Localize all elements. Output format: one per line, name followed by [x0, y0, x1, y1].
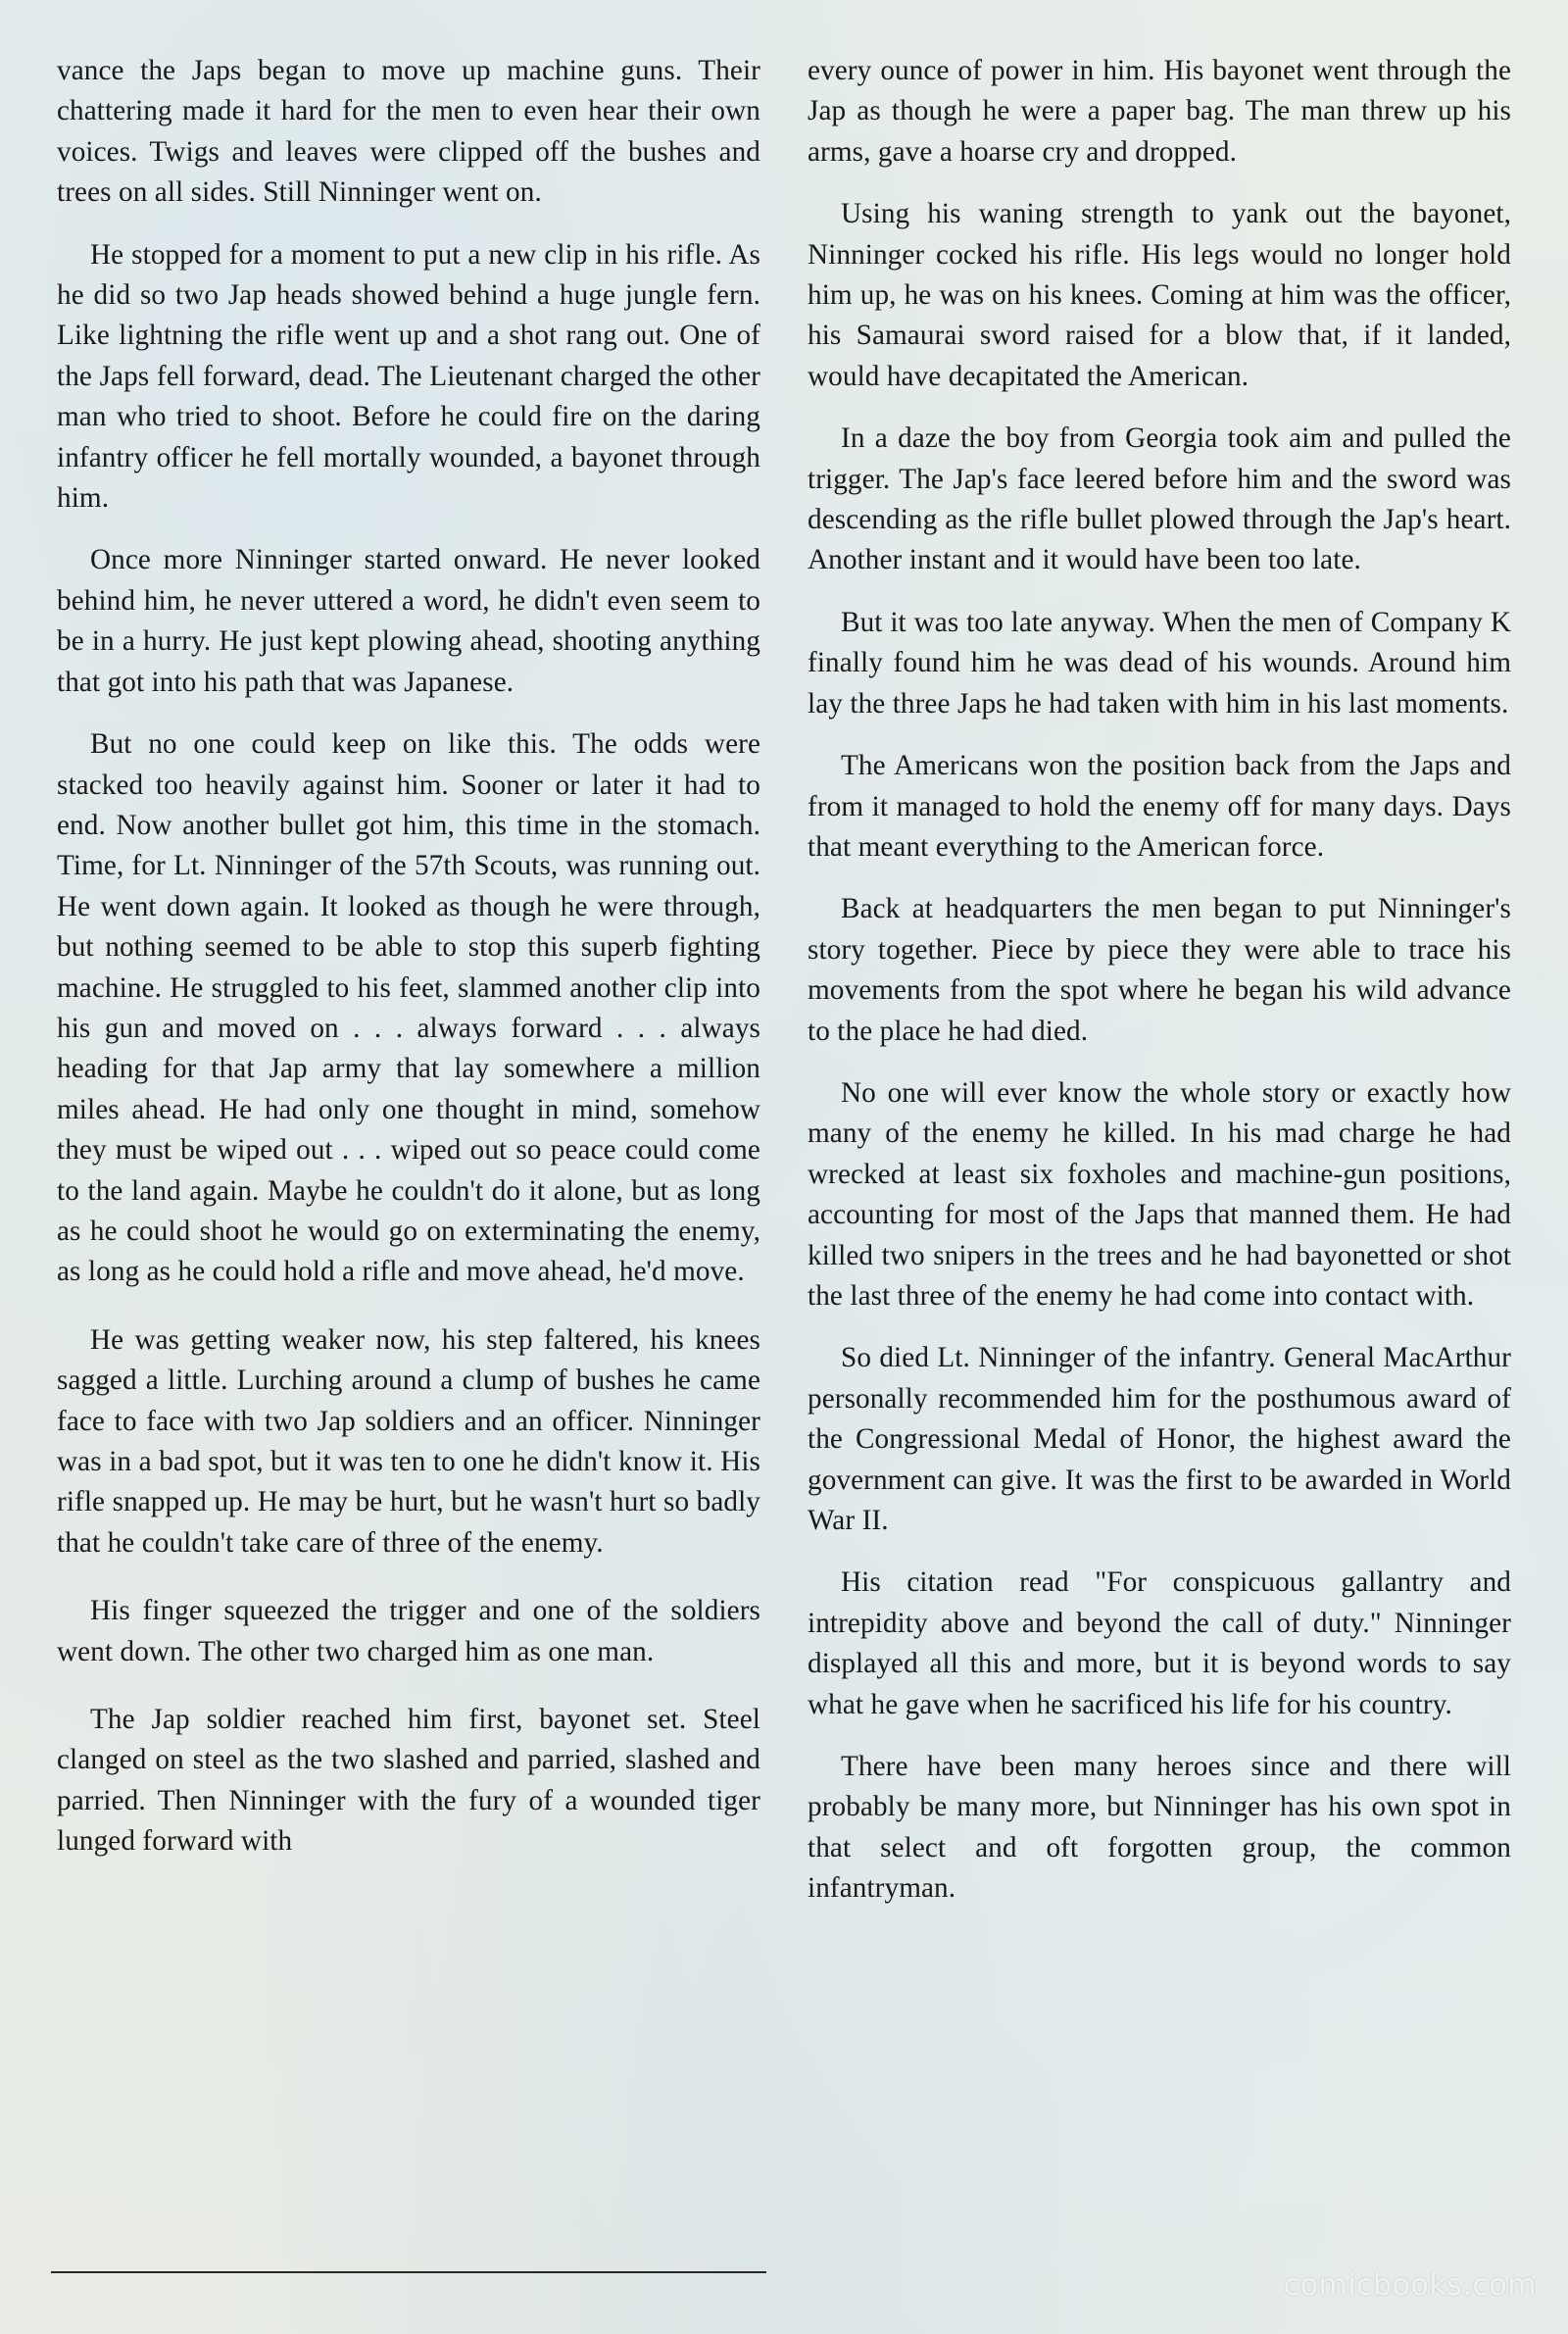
paragraph-right-5: The Americans won the position back from the Japs and from it managed to hold the enemy off for many days. Days that meant everything to the American force. [808, 750, 1511, 863]
right-column [808, 51, 1511, 1910]
paragraph-right-10: There have been many heroes since and there will probably be many more, but Ninninger has his own spot in that select and oft forgotten group, the common infantryman. [808, 1751, 1511, 1905]
paragraph-right-9: His citation read "For conspicuous gallantry and intrepidity above and beyond the call of duty." Ninninger displayed all this and more, but it is beyond words to say what he gave when he sacrificed his life for his country. [808, 1566, 1511, 1720]
paragraph-right-4: But it was too late anyway. When the men of Company K finally found him he was dead of his wounds. Around him lay the three Japs he had taken with him in his last moments. [808, 606, 1511, 720]
paragraph-left-7: The Jap soldier reached him first, bayonet set. Steel clanged on steel as the two slashed and parried, slashed and parried. Then Ninninger with the fury of a wounded tiger lunged forward with [57, 1704, 760, 1858]
paragraph-left-4: But no one could keep on like this. The odds were stacked too heavily against him. Sooner or later it had to end. Now another bullet got him, this time in the stomach. Time, for Lt. Ninninger of the 57th Scouts, was running out. He went down again. It looked as though he were through, but nothing seemed to be able to stop this superb fighting machine. He struggled to his feet, slammed another clip into his gun and moved on . . . always forward . . . always heading for that Jap army that lay somewhere a million miles ahead. He had only one thought in mind, somehow they must be wiped out . . . wiped out so peace could come to the land again. Maybe he couldn't do it alone, but as long as he could shoot he would go on exterminating the enemy, as long as he could hold a rifle and move ahead, he'd move. [57, 728, 760, 1288]
paragraph-right-7: No one will ever know the whole story or exactly how many of the enemy he killed. In his mad charge he had wrecked at least six foxholes and machine-gun positions, accounting for most of the Japs that manned them. He had killed two snipers in the trees and he had bayonetted or shot the last three of the enemy he had come into contact with. [808, 1076, 1511, 1312]
paragraph-right-2: Using his waning strength to yank out the bayonet, Ninninger cocked his rifle. His legs would no longer hold him up, he was on his knees. Coming at him was the officer, his Samaurai sword raised for a blow that, if it landed, would have decapitated the American. [808, 198, 1511, 392]
paragraph-right-1: every ounce of power in him. His bayonet went through the Jap as though he were a paper bag. The man threw up his arms, gave a hoarse cry and dropped. [808, 55, 1511, 168]
left-column [57, 51, 760, 1862]
watermark: comicbooks.com [1283, 2268, 1537, 2303]
paragraph-left-3: Once more Ninninger started onward. He never looked behind him, he never uttered a word, he didn't even seem to be in a hurry. He just kept plowing ahead, shooting anything that got into his path that was Japanese. [57, 544, 760, 698]
paragraph-left-1: vance the Japs began to move up machine guns. Their chattering made it hard for the men to even hear their own voices. Twigs and leaves were clipped off the bushes and trees on all sides. Still Ninninger went on. [57, 55, 760, 209]
paragraph-right-8: So died Lt. Ninninger of the infantry. General MacArthur personally recommended him for the posthumous award of the Congressional Medal of Honor, the highest award the government can give. It was the first to be awarded in World War II. [808, 1342, 1511, 1536]
paragraph-left-6: His finger squeezed the trigger and one of the soldiers went down. The other two charged him as one man. [57, 1595, 760, 1667]
paragraph-right-3: In a daze the boy from Georgia took aim and pulled the trigger. The Jap's face leered before him and the sword was descending as the rifle bullet plowed through the Jap's heart. Another instant and it would have been too late. [808, 422, 1511, 576]
paragraph-right-6: Back at headquarters the men began to put Ninninger's story together. Piece by piece they were able to trace his movements from the spot where he began his wild advance to the place he had died. [808, 893, 1511, 1047]
paragraph-left-5: He was getting weaker now, his step faltered, his knees sagged a little. Lurching around a clump of bushes he came face to face with two Jap soldiers and an officer. Ninninger was in a bad spot, but it was ten to one he didn't know it. His rifle snapped up. He may be hurt, but he wasn't hurt so badly that he couldn't take care of three of the enemy. [57, 1323, 760, 1559]
bottom-rule [51, 2271, 766, 2273]
paragraph-left-2: He stopped for a moment to put a new clip in his rifle. As he did so two Jap heads showed behind a huge jungle fern. Like lightning the rifle went up and a shot rang out. One of the Japs fell forward, dead. The Lieutenant charged the other man who tried to shoot. Before he could fire on the daring infantry officer he fell mortally wounded, a bayonet through him. [57, 238, 760, 515]
